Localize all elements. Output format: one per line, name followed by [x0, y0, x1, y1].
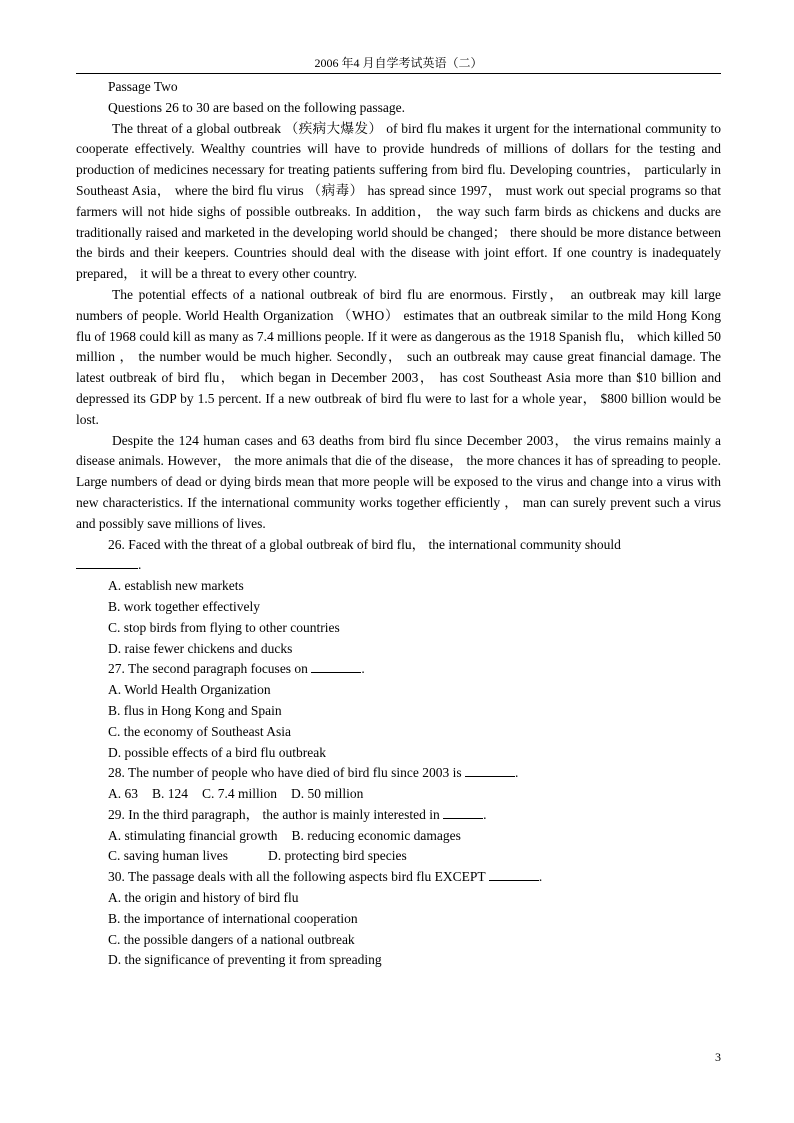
question-stem: 26. Faced with the threat of a global outbreak of bird flu， the international community should: [108, 536, 621, 552]
question-26: [76, 535, 721, 660]
question-29: [76, 805, 721, 867]
option-c: C. stop birds from flying to other countries: [108, 619, 340, 635]
question-28: [76, 763, 721, 805]
answer-blank: [465, 764, 515, 777]
passage-title: Passage Two: [108, 79, 178, 94]
passage-paragraph-2: The potential effects of a national outbreak of bird flu are enormous. Firstly， an outbreak may kill large numbers of people. World Health Organization （WHO） estimates that an outbreak similar to the mild Hong Kong flu of 1968 could kill as many as 7.4 millions people. If it were as dangerous as the 1918 Spanish flu， which killed 50 million ， the number would be much higher. Secondly， such an outbreak may cause great financial damage. The latest outbreak of bird flu， which began in December 2003， has cost Southeast Asia more than $10 billion and depressed its GDP by 1.5 percent. If a new outbreak of bird flu were to last for a whole year， $800 billion would be lost.: [76, 286, 721, 427]
question-27: [76, 659, 721, 763]
option-d: D. 50 million: [291, 786, 364, 802]
question-stem: 27. The second paragraph focuses on: [108, 661, 308, 677]
options-row: [76, 784, 721, 805]
answer-blank: [311, 660, 361, 673]
option-d: D. the significance of preventing it from spreading: [108, 952, 382, 968]
passage-paragraph-1: The threat of a global outbreak （疾病大爆发） of bird flu makes it urgent for the international community to cooperate effectively. Wealthy countries will have to provide hundreds of millions of dollars for the testing and production of medicines necessary for treating patients suffering from bird flu. Developing countries， particularly in Southeast Asia， where the bird flu virus （病毒） has spread since 1997， must work out special programs so that farmers will not hide sighs of possible outbreaks. In addition， the way such farm birds as chickens and ducks are traditionally raised and marketed in the developing world should be changed； there should be more distance between the birds and their keepers. Countries should deal with the disease with joint effort. If one country is inadequately prepared， it will be a threat to every other country.: [76, 120, 721, 282]
question-30: [76, 867, 721, 971]
stem-end: .: [138, 557, 142, 573]
option-a: A. establish new markets: [108, 578, 244, 594]
passage-paragraph-3: Despite the 124 human cases and 63 deaths from bird flu since December 2003， the virus remains mainly a disease animals. However， the more animals that die of the disease， the more chances it has of spreading to people. Large numbers of dead or dying birds mean that more people will be exposed to the virus and change into a virus with new characteristics. If the international community works together efficiently ， man can surely prevent such a virus and possibly save millions of lives.: [76, 432, 721, 531]
document-body: [76, 77, 721, 971]
question-stem: 28. The number of people who have died of bird flu since 2003 is: [108, 765, 462, 781]
option-c: C. 7.4 million: [202, 786, 278, 802]
page-number: 3: [715, 1050, 721, 1064]
option-b: B. 124: [152, 786, 189, 802]
option-b: B. reducing economic damages: [291, 827, 461, 843]
answer-blank: [443, 806, 483, 819]
option-a: A. 63: [108, 786, 138, 802]
option-b: B. work together effectively: [108, 598, 260, 614]
option-c: C. the economy of Southeast Asia: [108, 723, 291, 739]
page-header-title: 2006 年4 月自学考试英语（二）: [314, 56, 483, 70]
option-d: D. protecting bird species: [268, 848, 407, 864]
answer-blank: [489, 868, 539, 881]
passage-instruction: Questions 26 to 30 are based on the following passage.: [108, 99, 405, 115]
stem-end: .: [515, 765, 519, 781]
option-d: D. raise fewer chickens and ducks: [108, 640, 293, 656]
options-row-2: [76, 846, 721, 867]
option-a: A. World Health Organization: [108, 682, 271, 698]
stem-end: .: [538, 869, 543, 885]
option-c: C. saving human lives: [108, 848, 228, 864]
option-a: A. the origin and history of bird flu: [108, 890, 299, 906]
options-row-1: [76, 826, 721, 847]
option-d: D. possible effects of a bird flu outbreak: [108, 744, 326, 760]
option-b: B. flus in Hong Kong and Spain: [108, 702, 282, 718]
option-a: A. stimulating financial growth: [108, 827, 278, 843]
answer-blank: [76, 556, 138, 569]
option-c: C. the possible dangers of a national outbreak: [108, 931, 355, 947]
header-divider: [76, 73, 721, 74]
question-stem: 30. The passage deals with all the following aspects bird flu EXCEPT: [108, 869, 486, 885]
stem-end: .: [483, 806, 487, 822]
stem-end: .: [361, 661, 365, 677]
question-stem: 29. In the third paragraph， the author is mainly interested in: [108, 806, 440, 822]
option-b: B. the importance of international cooperation: [108, 910, 358, 926]
